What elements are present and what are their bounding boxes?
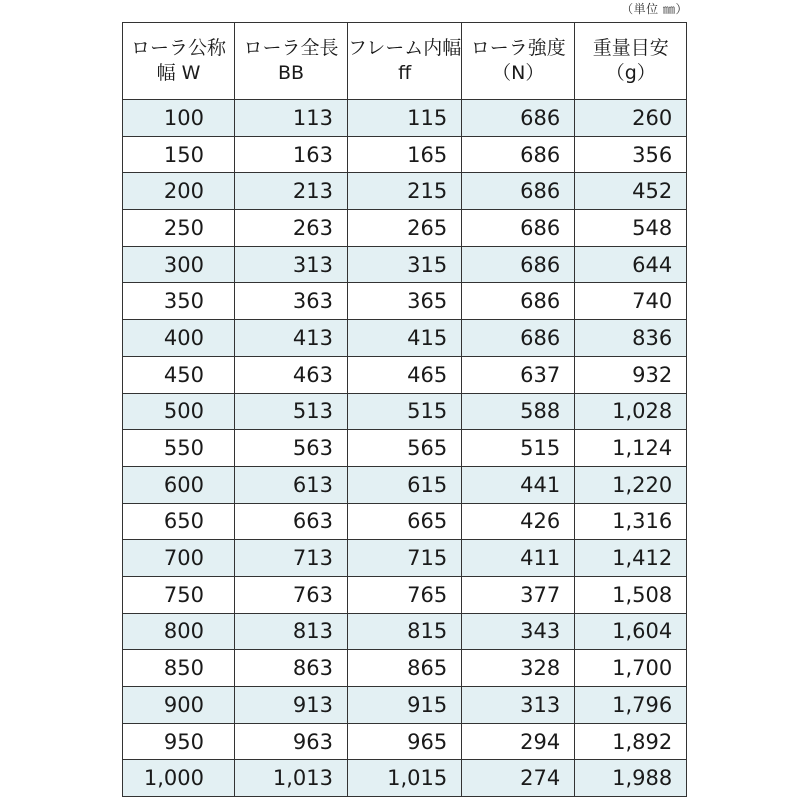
cell-nominal-width: 950 [123, 723, 235, 760]
cell-roller-strength: 426 [462, 503, 575, 540]
cell-weight-estimate: 836 [575, 320, 687, 357]
cell-nominal-width: 600 [123, 466, 235, 503]
cell-roller-strength: 686 [462, 173, 575, 210]
header-row [123, 23, 687, 100]
cell-weight-estimate: 356 [575, 136, 687, 173]
table-row [123, 246, 687, 283]
cell-roller-length: 663 [235, 503, 348, 540]
cell-roller-strength: 686 [462, 246, 575, 283]
cell-roller-length: 113 [235, 100, 348, 137]
table-row [123, 173, 687, 210]
table-row [123, 393, 687, 430]
cell-nominal-width: 650 [123, 503, 235, 540]
header-weight-estimate-line2: （g） [605, 62, 656, 84]
cell-roller-length: 963 [235, 723, 348, 760]
header-weight-estimate [575, 23, 687, 100]
cell-roller-length: 763 [235, 576, 348, 613]
cell-roller-length: 563 [235, 430, 348, 467]
cell-weight-estimate: 644 [575, 246, 687, 283]
cell-roller-strength: 637 [462, 356, 575, 393]
cell-frame-inner-width: 115 [348, 100, 462, 137]
header-roller-strength-line1: ローラ強度 [470, 37, 566, 59]
cell-roller-length: 413 [235, 320, 348, 357]
cell-nominal-width: 850 [123, 650, 235, 687]
cell-nominal-width: 250 [123, 210, 235, 247]
cell-nominal-width: 400 [123, 320, 235, 357]
header-nominal-width-line1: ローラ公称 [130, 37, 226, 59]
cell-frame-inner-width: 615 [348, 466, 462, 503]
cell-weight-estimate: 932 [575, 356, 687, 393]
cell-roller-length: 863 [235, 650, 348, 687]
cell-frame-inner-width: 315 [348, 246, 462, 283]
cell-nominal-width: 100 [123, 100, 235, 137]
table-row [123, 540, 687, 577]
header-roller-strength-line2: （N） [492, 62, 545, 84]
cell-roller-length: 263 [235, 210, 348, 247]
cell-roller-strength: 588 [462, 393, 575, 430]
cell-frame-inner-width: 915 [348, 687, 462, 724]
spec-table [122, 22, 687, 797]
cell-frame-inner-width: 715 [348, 540, 462, 577]
table-row [123, 320, 687, 357]
cell-weight-estimate: 548 [575, 210, 687, 247]
cell-roller-strength: 515 [462, 430, 575, 467]
cell-roller-strength: 686 [462, 136, 575, 173]
cell-weight-estimate: 1,028 [575, 393, 687, 430]
cell-frame-inner-width: 365 [348, 283, 462, 320]
cell-roller-length: 1,013 [235, 760, 348, 797]
table-row [123, 430, 687, 467]
cell-nominal-width: 150 [123, 136, 235, 173]
cell-weight-estimate: 1,892 [575, 723, 687, 760]
header-frame-inner-width-line2: ff [398, 62, 412, 84]
cell-weight-estimate: 1,220 [575, 466, 687, 503]
cell-weight-estimate: 1,604 [575, 613, 687, 650]
cell-roller-strength: 686 [462, 100, 575, 137]
header-roller-length-line2: BB [277, 62, 305, 84]
table-row [123, 723, 687, 760]
table-body [123, 100, 687, 797]
cell-weight-estimate: 1,700 [575, 650, 687, 687]
cell-roller-length: 813 [235, 613, 348, 650]
cell-nominal-width: 200 [123, 173, 235, 210]
cell-nominal-width: 800 [123, 613, 235, 650]
cell-weight-estimate: 1,412 [575, 540, 687, 577]
cell-roller-strength: 274 [462, 760, 575, 797]
header-frame-inner-width [348, 23, 462, 100]
cell-frame-inner-width: 765 [348, 576, 462, 613]
cell-nominal-width: 500 [123, 393, 235, 430]
table-row [123, 503, 687, 540]
table-row [123, 650, 687, 687]
cell-frame-inner-width: 565 [348, 430, 462, 467]
cell-frame-inner-width: 265 [348, 210, 462, 247]
cell-weight-estimate: 1,796 [575, 687, 687, 724]
cell-frame-inner-width: 515 [348, 393, 462, 430]
cell-frame-inner-width: 165 [348, 136, 462, 173]
cell-frame-inner-width: 415 [348, 320, 462, 357]
cell-weight-estimate: 1,124 [575, 430, 687, 467]
cell-frame-inner-width: 865 [348, 650, 462, 687]
cell-weight-estimate: 452 [575, 173, 687, 210]
cell-weight-estimate: 740 [575, 283, 687, 320]
cell-weight-estimate: 1,316 [575, 503, 687, 540]
table-row [123, 210, 687, 247]
cell-frame-inner-width: 215 [348, 173, 462, 210]
cell-frame-inner-width: 815 [348, 613, 462, 650]
cell-nominal-width: 350 [123, 283, 235, 320]
cell-weight-estimate: 1,988 [575, 760, 687, 797]
table-row [123, 466, 687, 503]
cell-roller-length: 463 [235, 356, 348, 393]
header-weight-estimate-line1: 重量目安 [592, 37, 669, 59]
header-roller-strength [462, 23, 575, 100]
cell-roller-length: 613 [235, 466, 348, 503]
cell-nominal-width: 900 [123, 687, 235, 724]
cell-roller-strength: 411 [462, 540, 575, 577]
cell-roller-strength: 328 [462, 650, 575, 687]
cell-frame-inner-width: 665 [348, 503, 462, 540]
cell-weight-estimate: 1,508 [575, 576, 687, 613]
cell-roller-strength: 294 [462, 723, 575, 760]
cell-roller-strength: 313 [462, 687, 575, 724]
cell-roller-strength: 686 [462, 283, 575, 320]
cell-roller-strength: 377 [462, 576, 575, 613]
cell-roller-length: 913 [235, 687, 348, 724]
header-roller-length [235, 23, 348, 100]
table-row [123, 356, 687, 393]
cell-roller-length: 313 [235, 246, 348, 283]
header-nominal-width-line2: 幅 W [156, 62, 201, 84]
cell-roller-strength: 343 [462, 613, 575, 650]
table-row [123, 283, 687, 320]
cell-roller-length: 513 [235, 393, 348, 430]
cell-roller-length: 713 [235, 540, 348, 577]
cell-roller-length: 163 [235, 136, 348, 173]
cell-frame-inner-width: 965 [348, 723, 462, 760]
cell-nominal-width: 700 [123, 540, 235, 577]
table-row [123, 136, 687, 173]
cell-roller-length: 213 [235, 173, 348, 210]
cell-nominal-width: 750 [123, 576, 235, 613]
table-row [123, 576, 687, 613]
cell-frame-inner-width: 465 [348, 356, 462, 393]
cell-roller-strength: 686 [462, 210, 575, 247]
cell-nominal-width: 450 [123, 356, 235, 393]
unit-note: （単位 ㎜） [621, 2, 688, 16]
cell-nominal-width: 1,000 [123, 760, 235, 797]
cell-roller-strength: 686 [462, 320, 575, 357]
table-row [123, 100, 687, 137]
table-row [123, 760, 687, 797]
cell-roller-length: 363 [235, 283, 348, 320]
cell-weight-estimate: 260 [575, 100, 687, 137]
cell-nominal-width: 300 [123, 246, 235, 283]
table-row [123, 687, 687, 724]
cell-frame-inner-width: 1,015 [348, 760, 462, 797]
table-row [123, 613, 687, 650]
header-nominal-width [123, 23, 235, 100]
cell-nominal-width: 550 [123, 430, 235, 467]
header-roller-length-line1: ローラ全長 [243, 37, 339, 59]
header-frame-inner-width-line1: フレーム内幅 [348, 37, 462, 59]
cell-roller-strength: 441 [462, 466, 575, 503]
